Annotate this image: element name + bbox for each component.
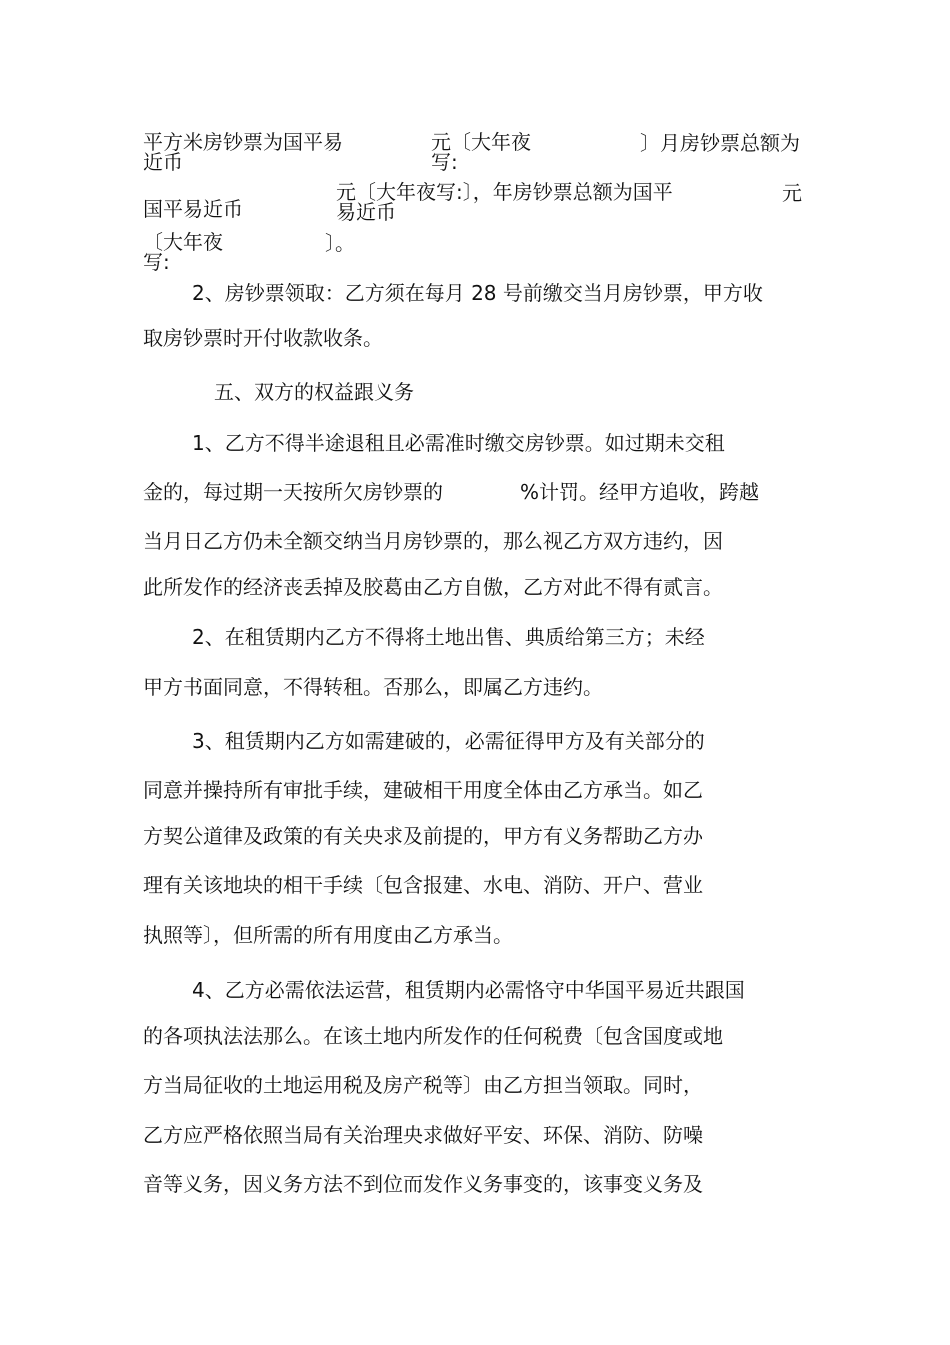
paragraph-line: 4、乙方必需依法运营，租赁期内必需恪守中华国平易近共跟国: [192, 978, 745, 1002]
text-fragment: [431, 132, 531, 172]
text-line: 〔大年夜: [143, 230, 223, 254]
paragraph-line: 金的，每过期一天按所欠房钞票的: [143, 480, 443, 504]
text-fragment: [143, 132, 343, 172]
text-line: 写:: [143, 250, 170, 274]
text-fragment: 元: [782, 181, 802, 205]
text-fragment: [336, 182, 673, 222]
text-fragment: 〕月房钞票总额为: [640, 131, 800, 155]
paragraph-line: 同意并操持所有审批手续，建破相干用度全体由乙方承当。如乙: [143, 778, 703, 802]
text-fragment: 〕。: [325, 231, 355, 255]
text-line: 元〔大年夜: [431, 130, 531, 154]
text-line: 易近币: [336, 200, 396, 224]
text-line: 元〔大年夜写:〕，年房钞票总额为国平: [336, 180, 673, 204]
text-line: 近币: [143, 150, 183, 174]
paragraph-line: 的各项执法法那么。在该土地内所发作的任何税费〔包含国度或地: [143, 1024, 723, 1048]
paragraph-line: 3、租赁期内乙方如需建破的，必需征得甲方及有关部分的: [192, 729, 705, 753]
text-line: 写:: [431, 150, 458, 174]
paragraph-line: 2、在租赁期内乙方不得将土地出售、典质给第三方；未经: [192, 625, 705, 649]
section-heading: 五、双方的权益跟义务: [214, 380, 414, 404]
paragraph-line: 2、房钞票领取：乙方须在每月 28 号前缴交当月房钞票，甲方收: [192, 281, 763, 305]
paragraph-line: 方当局征收的土地运用税及房产税等〕由乙方担当领取。同时，: [143, 1073, 703, 1097]
paragraph-line: %计罚。经甲方追收，跨越: [520, 480, 760, 504]
paragraph-line: 取房钞票时开付收款收条。: [143, 326, 383, 350]
text-line: 平方米房钞票为国平易: [143, 130, 343, 154]
paragraph-line: 音等义务，因义务方法不到位而发作义务事变的，该事变义务及: [143, 1172, 703, 1196]
paragraph-line: 甲方书面同意，不得转租。否那么，即属乙方违约。: [143, 675, 603, 699]
paragraph-line: 乙方应严格依照当局有关治理央求做好平安、环保、消防、防噪: [143, 1123, 703, 1147]
paragraph-line: 当月日乙方仍未全额交纳当月房钞票的，那么视乙方双方违约，因: [143, 529, 723, 553]
paragraph-line: 1、乙方不得半途退租且必需准时缴交房钞票。如过期未交租: [192, 431, 725, 455]
text-fragment: [143, 232, 223, 272]
paragraph-line: 理有关该地块的相干手续〔包含报建、水电、消防、开户、营业: [143, 873, 703, 897]
paragraph-line: 此所发作的经济丧丢掉及胶葛由乙方自傲，乙方对此不得有贰言。: [143, 575, 723, 599]
paragraph-line: 方契公道律及政策的有关央求及前提的，甲方有义务帮助乙方办: [143, 824, 703, 848]
text-fragment: 国平易近币: [143, 197, 243, 221]
paragraph-line: 执照等〕，但所需的所有用度由乙方承当。: [143, 923, 513, 947]
